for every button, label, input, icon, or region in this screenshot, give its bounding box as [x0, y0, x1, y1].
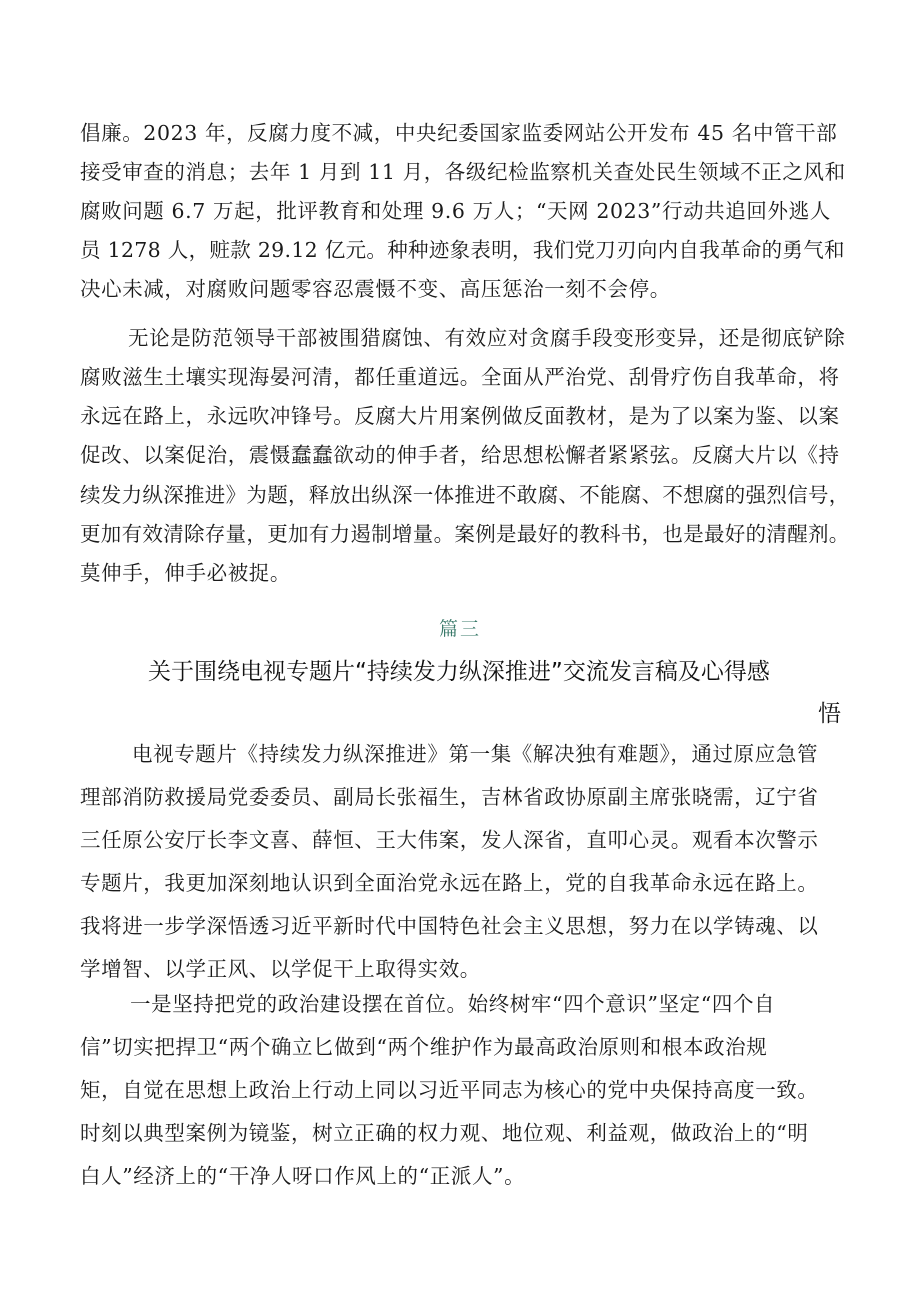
- paragraph-3-line: 三任原公安厅长李文喜、薛恒、王大伟案，发人深省，直叩心灵。观看本次警示: [80, 828, 819, 852]
- paragraph-2-line: 无论是防范领导干部被围猎腐蚀、有效应对贪腐手段变形变异，还是彻底铲除: [128, 326, 846, 350]
- paragraph-4-line: 一是坚持把党的政治建设摆在首位。始终树牢“四个意识”坚定“四个自: [130, 992, 776, 1016]
- paragraph-2-line: 续发力纵深推进》为题，释放出纵深一体推进不敢腐、不能腐、不想腐的强烈信号，: [80, 483, 850, 507]
- paragraph-3-line: 学增智、以学正风、以学促干上取得实效。: [80, 957, 481, 981]
- paragraph-2-line: 永远在路上，永远吹冲锋号。反腐大片用案例做反面教材，是为了以案为鉴、以案: [80, 404, 840, 428]
- paragraph-4-line: 白人”经济上的“干净人呀口作风上的“正派人”。: [80, 1164, 526, 1188]
- paragraph-1-line: 决心未减，对腐败问题零容忍震慑不变、高压惩治一刻不会停。: [80, 277, 671, 301]
- section-label: 篇三: [438, 618, 481, 640]
- paragraph-3-line: 电视专题片《持续发力纵深推进》第一集《解决独有难题》，通过原应急管: [132, 742, 819, 766]
- paragraph-2-line: 腐败滋生土壤实现海晏河清，都任重道远。全面从严治党、刮骨疗伤自我革命，将: [80, 365, 840, 389]
- paragraph-1-line: 倡廉。2023 年，反腐力度不减，中央纪委国家监委网站公开发布 45 名中管干部: [80, 121, 838, 145]
- paragraph-1-line: 员 1278 人，赃款 29.12 亿元。种种迹象表明，我们党刀刃向内自我革命的勇气和: [80, 238, 845, 262]
- paragraph-1-line: 腐败问题 6.7 万起，批评教育和处理 9.6 万人；“天网 2023”行动共追回外逃人: [80, 199, 831, 223]
- paragraph-3-line: 理部消防救援局党委委员、副局长张福生，吉林省政协原副主席张晓需，辽宁省: [80, 785, 819, 809]
- paragraph-2-line: 促改、以案促治，震慑蠢蠢欲动的伸手者，给思想松懈者紧紧弦。反腐大片以《持: [80, 443, 840, 467]
- paragraph-3-line: 专题片，我更加深刻地认识到全面治党永远在路上，党的自我革命永远在路上。: [80, 871, 819, 895]
- article-title-line-1: 关于围绕电视专题片“持续发力纵深推进”交流发言稿及心得感: [148, 659, 770, 685]
- article-title-line-2: 悟: [818, 701, 841, 727]
- paragraph-4-line: 时刻以典型案例为镜鉴，树立正确的权力观、地位观、利益观，做政治上的“明: [80, 1121, 809, 1145]
- paragraph-1-line: 接受审查的消息；去年 1 月到 11 月，各级纪检监察机关查处民生领域不正之风和: [80, 160, 846, 184]
- paragraph-3-line: 我将进一步学深悟透习近平新时代中国特色社会主义思想，努力在以学铸魂、以: [80, 914, 819, 938]
- paragraph-2-line: 更加有效清除存量，更加有力遏制增量。案例是最好的教科书，也是最好的清醒剂。: [80, 522, 850, 546]
- paragraph-4-line: 矩，自觉在思想上政治上行动上同以习近平同志为核心的党中央保持高度一致。: [80, 1078, 819, 1102]
- paragraph-2-line: 莫伸手，伸手必被捉。: [80, 561, 291, 585]
- paragraph-4-line: 信”切实把捍卫“两个确立匕做到“两个维护作为最高政治原则和根本政治规: [80, 1035, 768, 1059]
